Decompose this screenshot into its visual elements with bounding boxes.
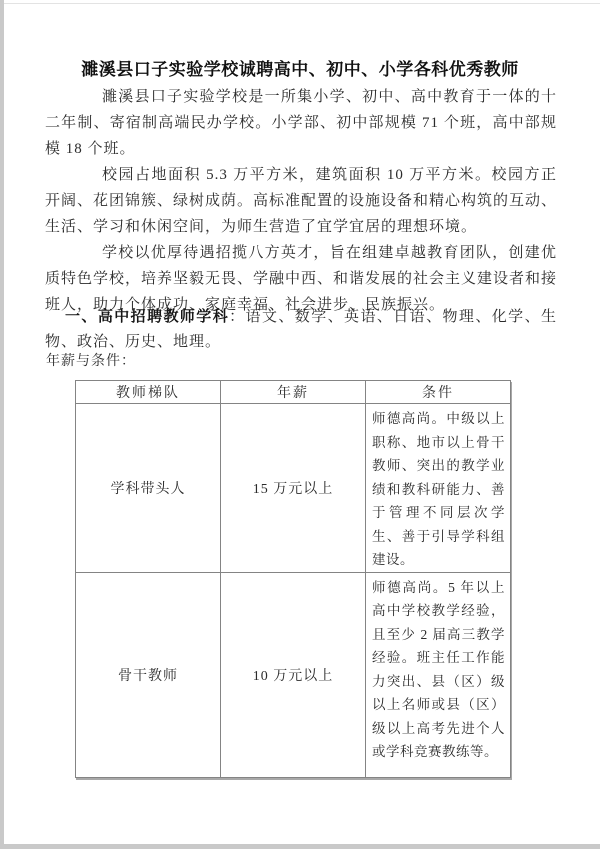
cell-conditions-subject-leader: 师德高尚。中级以上职称、地市以上骨干教师、突出的教学业绩和教科研能力、善于管理不同层次学生、善于引导学科组建设。 <box>366 404 511 573</box>
section-heading-subject-list: ：语文、数学、英语、日语、物理、化学、生物、政治、历史、地理。 <box>45 309 557 350</box>
table-row <box>76 404 511 573</box>
paragraph-school-intro: 濉溪县口子实验学校是一所集小学、初中、高中教育于一体的十二年制、寄宿制高端民办学校。小学部、初中部规模 71 个班，高中部规模 18 个班。 <box>45 89 557 157</box>
page-bottom-edge <box>0 844 600 849</box>
column-header-teacher-tier: 教师梯队 <box>76 381 221 404</box>
page-top-hairline <box>4 3 600 4</box>
cell-salary-backbone-teacher: 10 万元以上 <box>221 572 366 777</box>
table-header-row <box>76 381 511 404</box>
section-heading-subjects <box>45 304 557 355</box>
page-title: 濉溪县口子实验学校诚聘高中、初中、小学各科优秀教师 <box>81 60 519 79</box>
paragraph-recruitment-mission: 学校以优厚待遇招揽八方英才，旨在组建卓越教育团队，创建优质特色学校，培养坚毅无畏、学融中西、和谐发展的社会主义建设者和接班人，助力个体成功、家庭幸福、社会进步、民族振兴。 <box>45 245 558 313</box>
cell-conditions-backbone-teacher: 师德高尚。5 年以上高中学校教学经验，且至少 2 届高三教学经验。班主任工作能力突出、县（区）级以上名师或县（区）级以上高考先进个人或学科竞赛教练等。 <box>366 572 511 777</box>
salary-conditions-table <box>75 380 511 778</box>
paragraph-campus-description: 校园占地面积 5.3 万平方米，建筑面积 10 万平方米。校园方正开阔、花团锦簇、绿树成荫。高标准配置的设施设备和精心构筑的互动、生活、学习和休闲空间，为师生营造了宜学宜居的理想环境。 <box>45 167 558 235</box>
cell-tier-backbone-teacher: 骨干教师 <box>76 572 221 777</box>
section-heading-bold-part: 一、高中招聘教师学科 <box>65 308 230 325</box>
table-row <box>76 572 511 777</box>
column-header-annual-salary: 年薪 <box>221 381 366 404</box>
cell-tier-subject-leader: 学科带头人 <box>76 404 221 573</box>
cell-salary-subject-leader: 15 万元以上 <box>221 404 366 573</box>
page-left-edge <box>0 0 4 849</box>
column-header-conditions: 条件 <box>366 381 511 404</box>
salary-conditions-label: 年薪与条件： <box>46 354 136 369</box>
